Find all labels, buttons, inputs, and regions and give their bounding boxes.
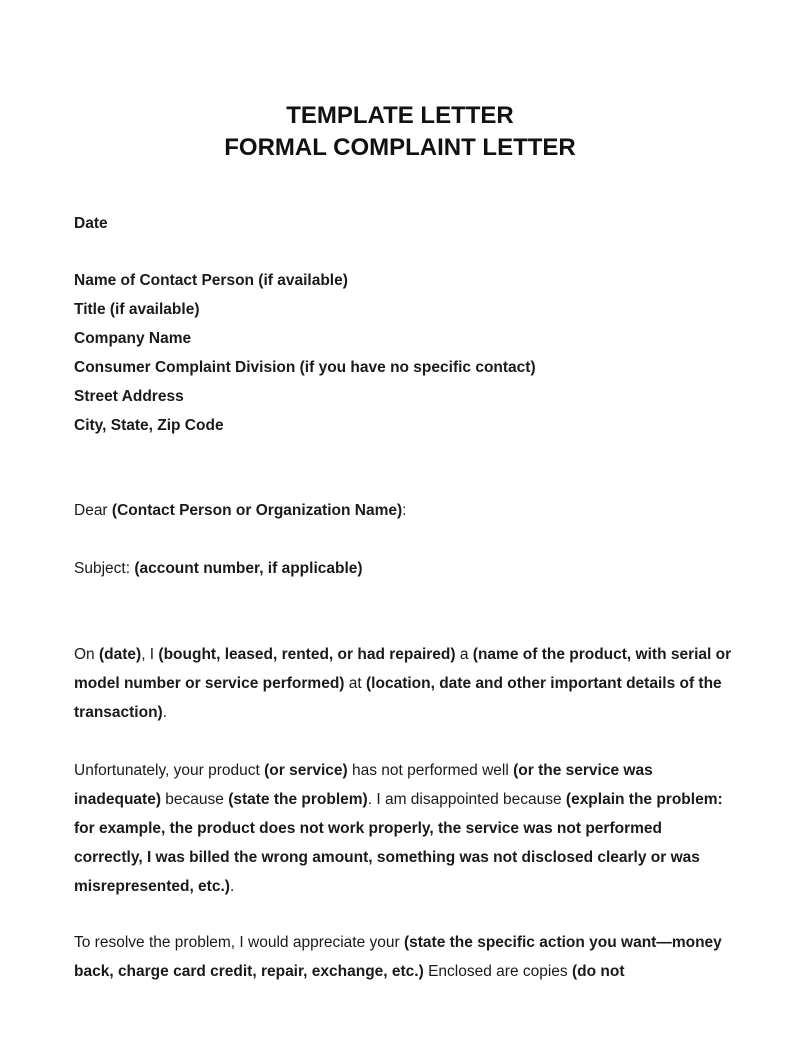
p2-text-5: . [229,878,235,895]
p1-location: (location, date and other important details of the transaction) [74,675,722,721]
date-placeholder: Date [74,215,108,232]
p1-product: (name of the product, with serial or model number or service performed) [74,646,732,692]
p2-service: (or service) [264,762,348,779]
contact-title: Title (if available) [74,301,200,318]
p3-text-1: To resolve the problem, I would appreciate your [74,934,404,951]
salutation-suffix: : [402,502,407,519]
p2-text-2: has not performed well [347,762,514,779]
subject-prefix: Subject: [74,560,135,577]
paragraph-purchase [74,640,734,727]
contact-name: Name of Contact Person (if available) [74,272,348,289]
title-line-1: TEMPLATE LETTER [286,102,514,129]
street-address: Street Address [74,388,184,405]
paragraph-problem [74,756,734,901]
complaint-division: Consumer Complaint Division (if you have no specific contact) [74,359,536,376]
p2-problem: (state the problem) [228,791,368,808]
p2-text-4: . I am disappointed because [367,791,566,808]
city-state-zip: City, State, Zip Code [74,417,224,434]
title-line-2: FORMAL COMPLAINT LETTER [224,134,576,161]
p3-action: (state the specific action you want—money back, charge card credit, repair, exchange, etc.) [74,934,722,980]
p1-text-5: . [162,704,168,721]
p2-text-3: because [160,791,229,808]
company-name: Company Name [74,330,192,347]
p1-action: (bought, leased, rented, or had repaired) [158,646,456,663]
salutation-name: (Contact Person or Organization Name) [111,502,403,519]
recipient-address [74,266,734,440]
p1-text-1: On [74,646,99,663]
letter-title [0,100,800,164]
p3-text-2: Enclosed are copies [423,963,572,980]
salutation [74,496,734,525]
p3-do-not: (do not [571,963,625,980]
p1-text-3: a [455,646,473,663]
subject-value: (account number, if applicable) [134,560,363,577]
p2-text-1: Unfortunately, your product [74,762,265,779]
p2-inadequate: (or the service was inadequate) [74,762,653,808]
p1-text-2: , I [141,646,159,663]
p1-date: (date) [98,646,142,663]
date-block [74,209,734,238]
salutation-prefix: Dear [74,502,112,519]
paragraph-resolution [74,928,734,986]
subject-line [74,554,734,583]
p2-explanation: (explain the problem: for example, the product does not work properly, the service was not performed correctly, I was billed the wrong amount, something was not disclosed clearly or was misrepresented, etc.) [74,791,723,895]
p1-text-4: at [344,675,367,692]
